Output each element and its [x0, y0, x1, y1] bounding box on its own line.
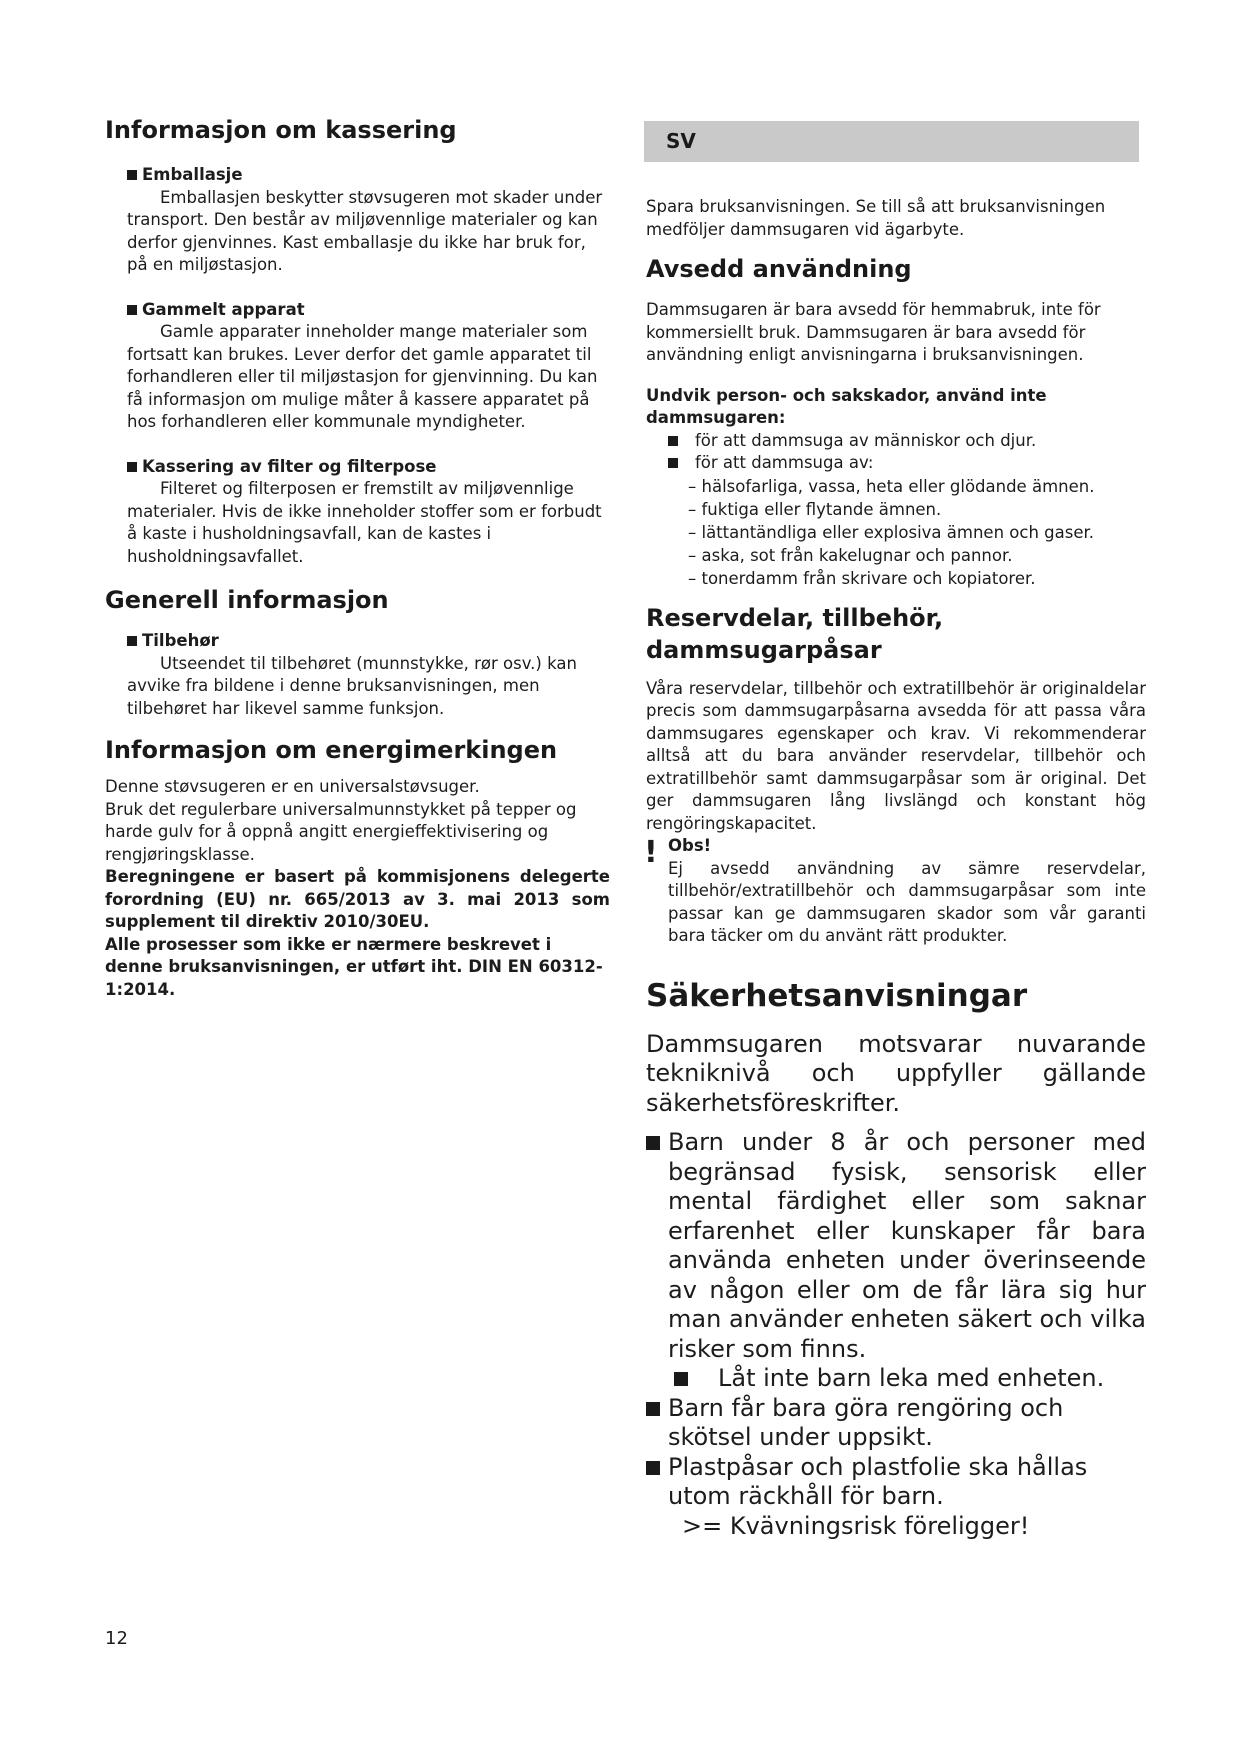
heading-disposal: Informasjon om kassering — [105, 116, 457, 144]
energy-text-1: Denne støvsugeren er en universalstøvsuger. — [105, 777, 480, 796]
bullet-square-icon — [674, 1372, 688, 1386]
bullet-square-icon — [127, 636, 137, 646]
dash-item: – hälsofarliga, vassa, heta eller glödande ämnen. — [688, 476, 1095, 496]
exclamation-icon: ! — [644, 835, 658, 870]
accessories-text: Utseendet til tilbehøret (munnstykke, rør osv.) kan avvike fra bildene i denne bruksanvisningen, men tilbehøret har likevel samme funksjon. — [127, 653, 577, 718]
safety-intro: Dammsugaren motsvarar nuvarande tekniknivå och uppfyller gällande säkerhetsföreskrifter. — [646, 1029, 1146, 1117]
safety-item: Barn under 8 år och personer med begränsad fysisk, sensorisk eller mental färdighet eller som saknar erfarenhet eller kunskaper får bara använda enheten under överinseende av någon eller om de får lära sig hur man använder enheten säkert och vilka risker som finns. — [646, 1128, 1146, 1364]
right-column — [646, 196, 1146, 1541]
language-tab-bar — [644, 121, 1139, 162]
safety-subitem: Låt inte barn leka med enheten. — [646, 1364, 1146, 1394]
packaging-title: Emballasje — [105, 164, 610, 187]
list-item: för att dammsuga av människor och djur. — [646, 430, 1146, 453]
energy-bold-1: Beregningene er basert på kommisjonens delegerte forordning (EU) nr. 665/2013 av 3. mai 2013 som supplement til direktiv 2010/30EU. — [105, 867, 610, 931]
filter-text: Filteret og filterposen er fremstilt av miljøvennlige materialer. Hvis de ikke inneholder stoffer som er forbudt å kaste i husholdningsavfall, kan de kastes i husholdningsavfallet. — [127, 479, 602, 566]
heading-safety: Säkerhetsanvisningar — [646, 977, 1028, 1014]
obs-title: Obs! — [668, 836, 712, 855]
dash-item: – tonerdamm från skrivare och kopiatorer. — [688, 568, 1036, 588]
energy-bold-2: Alle prosesser som ikke er nærmere beskrevet i denne bruksanvisningen, er utført iht. DIN EN 60312-1:2014. — [105, 934, 603, 999]
bullet-square-icon — [127, 462, 137, 472]
heading-spare-parts: Reservdelar, tillbehör, dammsugarpåsar — [646, 603, 944, 664]
bullet-square-icon — [646, 1461, 660, 1475]
page-number: 12 — [105, 1628, 128, 1649]
accessories-title: Tilbehør — [105, 630, 610, 653]
list-item: för att dammsuga av: — [646, 452, 1146, 475]
bullet-square-icon — [668, 458, 678, 468]
heading-energy: Informasjon om energimerkingen — [105, 736, 558, 764]
intro-text: Spara bruksanvisningen. Se till så att bruksanvisningen medföljer dammsugaren vid ägarbyte. — [646, 197, 1106, 239]
obs-note — [646, 835, 1146, 948]
dash-item: – aska, sot från kakelugnar och pannor. — [688, 545, 1013, 565]
packaging-text: Emballasjen beskytter støvsugeren mot skader under transport. Den består av miljøvennlige materialer og kan derfor gjenvinnes. Kast emballasje du ikke har bruk for, på en miljøstasjon. — [127, 187, 603, 274]
old-appliance-text: Gamle apparater inneholder mange materialer som fortsatt kan brukes. Lever derfor det gamle apparatet til forhandleren eller til miljøstasjon for gjenvinning. Du kan få informasjon om mulige måter å kassere apparatet på hos forhandleren eller kommunale myndigheter. — [127, 322, 598, 431]
bullet-square-icon — [668, 436, 678, 446]
dash-item: – fuktiga eller flytande ämnen. — [688, 499, 942, 519]
safety-arrow-note: >= Kvävningsrisk föreligger! — [682, 1511, 1030, 1540]
filter-title: Kassering av filter og filterpose — [105, 456, 610, 479]
left-column — [105, 114, 610, 1001]
safety-item: Plastpåsar och plastfolie ska hållas utom räckhåll för barn. — [646, 1453, 1146, 1512]
bullet-square-icon — [127, 170, 137, 180]
intended-use-text: Dammsugaren är bara avsedd för hemmabruk, inte för kommersiellt bruk. Dammsugaren är bara avsedd för användning enligt anvisningarna i bruksanvisningen. — [646, 300, 1101, 364]
bullet-square-icon — [127, 305, 137, 315]
heading-intended-use: Avsedd användning — [646, 255, 912, 283]
bullet-square-icon — [646, 1136, 660, 1150]
old-appliance-title: Gammelt apparat — [105, 299, 610, 322]
safety-item: Barn får bara göra rengöring och skötsel under uppsikt. — [646, 1394, 1146, 1453]
spare-parts-text: Våra reservdelar, tillbehör och extratillbehör är originaldelar precis som dammsugarpåsarna avsedda för att passa våra dammsugares egenskaper och krav. Vi rekommenderar alltså att du bara använder reservdelar, tillbehör och extratillbehör samt dammsugarpåsar som är original. Det ger dammsugaren lång livslängd och konstant hög rengöringskapacitet. — [646, 678, 1146, 833]
obs-text: Ej avsedd användning av sämre reservdelar, tillbehör/extratillbehör och dammsugarpåsar som inte passar kan ge dammsugaren skador som vår garanti bara täcker om du använt rätt produkter. — [668, 858, 1146, 945]
energy-text-2: Bruk det regulerbare universalmunnstykket på tepper og harde gulv for å oppnå angitt energieffektivisering og rengjøringsklasse. — [105, 799, 577, 864]
bullet-square-icon — [646, 1402, 660, 1416]
dash-item: – lättantändliga eller explosiva ämnen och gaser. — [688, 522, 1094, 542]
avoid-warning: Undvik person- och sakskador, använd inte dammsugaren: — [646, 385, 1047, 427]
language-tag: SV — [666, 129, 696, 153]
heading-general: Generell informasjon — [105, 586, 389, 614]
